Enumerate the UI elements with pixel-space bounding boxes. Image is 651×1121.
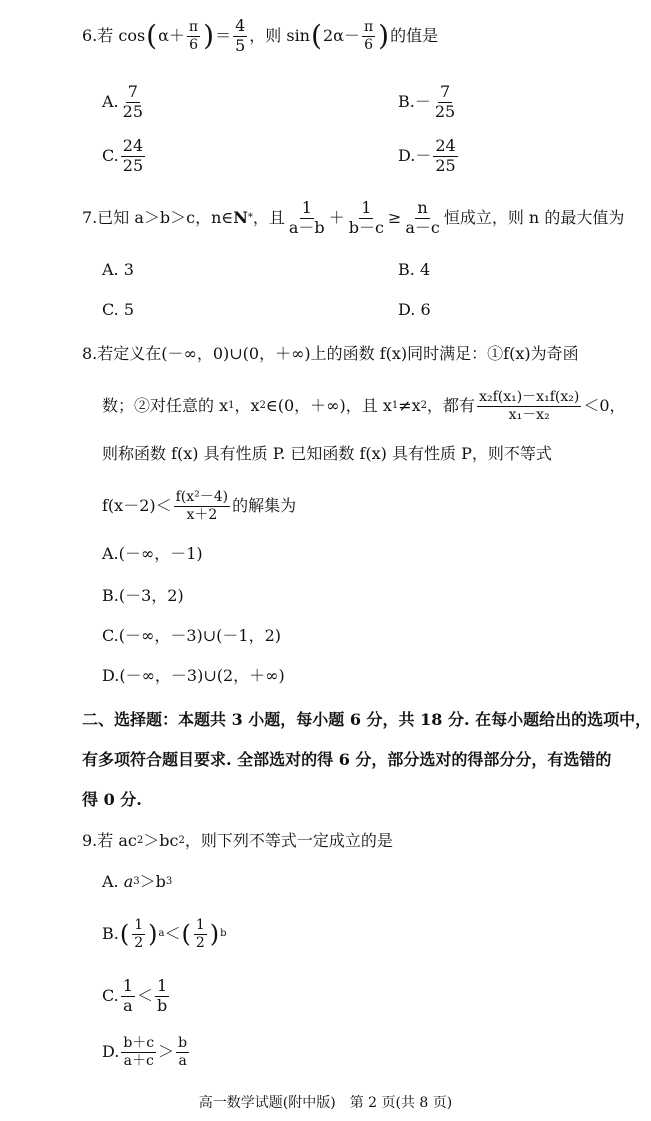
- q9-option-d[interactable]: D. $\frac{b+c}{a+c}$ ＞ $\frac{b}{a}$: [102, 1035, 188, 1069]
- q7-option-d[interactable]: D. 6: [398, 300, 431, 319]
- q6-option-d[interactable]: D. － $\frac{24}{25}$: [398, 136, 456, 175]
- q6-stem: 6. 若 cos ( α＋ $\frac{\pi}{6}$ ) ＝ $\frac{4}{5}$ ，则 sin ( 2α－ $\frac{\pi}{6}$ ) 的值是: [82, 16, 439, 55]
- q7-stem: 7. 已知 a＞b＞c，n∈ N * ，且 $\frac{1}{a-b}$ ＋ $\frac{1}{b-c}$ ≥ $\frac{n}{a-c}$ 恒成立，则 n 的最大值为: [82, 198, 625, 237]
- section2-instructions-line3: 得 0 分.: [82, 790, 142, 809]
- q8-stem-line1: 8. 若定义在(－∞，0)∪(0，＋∞)上的函数 f(x)同时满足：①f(x)为奇函: [82, 344, 579, 363]
- section2-instructions-line2: 有多项符合题目要求. 全部选对的得 6 分，部分选对的得部分分，有选错的: [82, 750, 612, 769]
- q7-option-c[interactable]: C. 5: [102, 300, 135, 319]
- pi-over-6: $\frac{\pi}{6}$: [363, 19, 374, 53]
- q7-option-b[interactable]: B. 4: [398, 260, 431, 279]
- q8-option-d[interactable]: D. (－∞，－3)∪(2，＋∞): [102, 666, 285, 685]
- q6-option-a[interactable]: A. $\frac{7}{25}$: [102, 82, 143, 121]
- section2-instructions-line1: 二、选择题：本题共 3 小题，每小题 6 分，共 18 分. 在每小题给出的选项中，: [82, 710, 651, 729]
- q9-option-b[interactable]: B. ( $\frac{1}{2}$ ) a ＜ ( $\frac{1}{2}$ ) b: [102, 917, 227, 951]
- q9-option-a[interactable]: A. a 3 ＞b 3: [102, 872, 173, 891]
- q8-option-a[interactable]: A. (－∞，－1): [102, 544, 203, 563]
- q6-option-b[interactable]: B. － $\frac{7}{25}$: [398, 82, 456, 121]
- q7-option-a[interactable]: A. 3: [102, 260, 134, 279]
- q8-option-c[interactable]: C. (－∞，－3)∪(－1，2): [102, 626, 282, 645]
- q8-option-b[interactable]: B. (－3，2): [102, 586, 184, 605]
- q9-option-c[interactable]: C. $\frac{1}{a}$ ＜ $\frac{1}{b}$: [102, 976, 168, 1015]
- q8-stem-line3: 则称函数 f(x) 具有性质 P. 已知函数 f(x) 具有性质 P，则不等式: [102, 444, 552, 463]
- q8-stem-line2: 数；②对任意的 x 1 ，x 2 ∈(0，＋∞)，且 x 1 ≠x 2 ，都有 $\frac{\text{x₂f(x₁)－x₁f(x₂)}}{\text{x₁－x₂}}$ ＜0，: [102, 389, 626, 423]
- page-footer: 高一数学试题(附中版) 第 2 页(共 8 页): [198, 1095, 453, 1111]
- q9-stem: 9. 若 ac 2 ＞bc 2 ，则下列不等式一定成立的是: [82, 831, 393, 850]
- q8-stem-line4: f(x－2)＜ $\frac{\text{f(x²－4)}}{x+2}$ 的解集为: [102, 489, 297, 523]
- pi-over-6: $\frac{\pi}{6}$: [188, 19, 199, 53]
- four-fifths: $\frac{4}{5}$: [235, 16, 246, 55]
- q6-option-c[interactable]: C. $\frac{24}{25}$: [102, 136, 144, 175]
